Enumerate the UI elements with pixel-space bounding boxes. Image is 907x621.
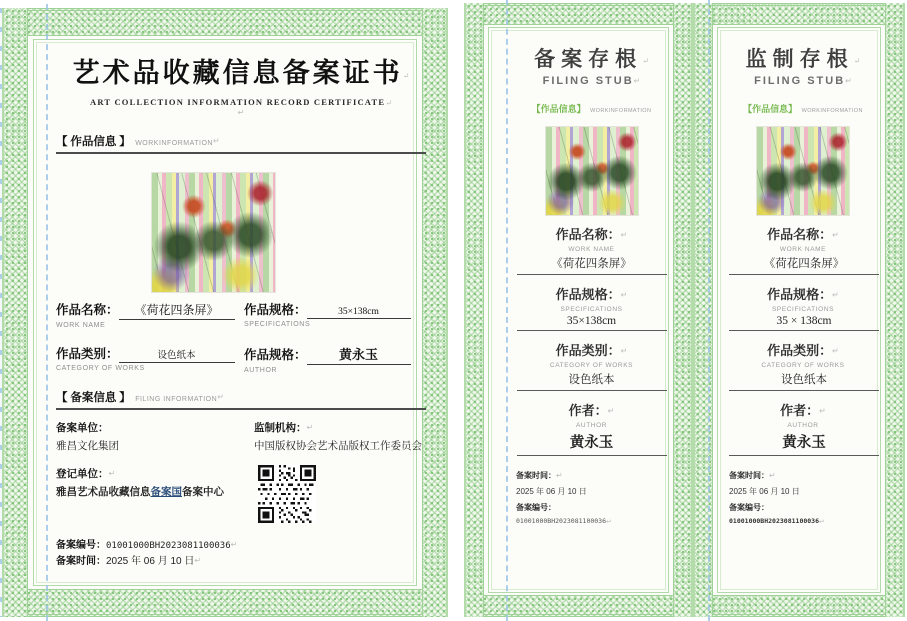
ornate-border-left (693, 3, 713, 617)
return-mark: ↵ (845, 76, 852, 86)
perforation-dash-line (46, 4, 48, 621)
perforation-dash-line (708, 0, 710, 621)
filing-date-line (56, 554, 426, 570)
producer-org (254, 419, 426, 456)
field-value: 35×138cm (307, 307, 411, 319)
work-info-label-en: WORKINFORMATION (801, 108, 863, 114)
registrar-value-suffix: 备案中心 (182, 485, 224, 498)
return-mark: ↵ (306, 423, 314, 432)
work-info-label: 【 作品信息 】 (56, 135, 131, 148)
field-value: 《荷花四条屏》 (119, 301, 235, 320)
field-value: 黄永玉 (729, 431, 879, 456)
ornate-border-right (673, 3, 693, 617)
work-info-label: 【作品信息】 (531, 104, 586, 114)
field-label: 作者： (780, 403, 820, 418)
field-label: 作品规格： (244, 347, 307, 362)
ornate-border-bottom (693, 595, 905, 617)
return-mark: ↵ (230, 539, 238, 549)
return-mark: ↵ (108, 468, 116, 478)
field-label-en: CATEGORY OF WORKS (56, 364, 145, 372)
field-label-en: CATEGORY OF WORKS (761, 362, 845, 369)
field-value: 黄永玉 (307, 344, 411, 365)
filing-stub-panel (464, 3, 693, 617)
work-info-section (516, 99, 667, 117)
field-author (516, 400, 667, 456)
ornate-border-top (693, 3, 905, 25)
filing-unit-label: 备案单位： (56, 421, 109, 434)
field-label-en: WORK NAME (779, 246, 827, 253)
field-work-name (516, 224, 667, 275)
field-label-en: SPECIFICATIONS (560, 306, 623, 313)
stub-date-label: 备案时间： (516, 471, 556, 481)
return-mark: ↵ (556, 471, 563, 480)
stub-title (516, 43, 667, 73)
stub-subtitle-text: FILING STUB (754, 75, 846, 87)
filing-number-line (56, 538, 426, 554)
work-info-label-en: WORKINFORMATION (135, 139, 213, 147)
stub-title-text: 备案存根 (534, 47, 643, 71)
field-author (729, 400, 877, 456)
certificate-title (56, 51, 426, 90)
return-mark: ↵ (633, 76, 641, 86)
supervision-stub-content (729, 29, 877, 597)
stub-footer (729, 468, 877, 526)
field-work-name (56, 300, 244, 329)
field-specifications (516, 284, 667, 331)
field-work-name (729, 224, 877, 275)
stub-date-label: 备案时间： (729, 471, 769, 481)
filing-unit-value: 雅昌文化集团 (56, 440, 119, 453)
filing-date-value: 2025 年 06 月 10 日 (106, 555, 195, 567)
registrar-link[interactable]: 备案国 (150, 485, 182, 498)
registrar-value-prefix: 雅昌艺术品收藏信息 (56, 485, 151, 498)
field-label: 作品名称： (56, 302, 119, 317)
work-info-section (729, 99, 877, 117)
field-label: 作品名称： (555, 227, 621, 242)
ornate-border-top (464, 3, 693, 25)
stubs-page (464, 3, 905, 617)
filing-info-section-header (56, 388, 426, 410)
return-mark: ↵ (402, 71, 410, 81)
producer-label: 监制机构： (254, 421, 307, 434)
field-label: 作品规格： (767, 287, 833, 302)
filing-number-label: 备案编号： (56, 539, 106, 551)
field-label: 作品规格： (555, 287, 621, 302)
return-mark: ↵ (832, 230, 839, 240)
stub-subtitle (729, 75, 877, 87)
artwork-image (546, 127, 638, 215)
stub-number-value: 01001000BH2023081100036 (516, 516, 607, 525)
return-mark: ↵ (620, 290, 628, 300)
stub-number-value: 01001000BH2023081100036 (729, 516, 820, 525)
stub-date-value-line (516, 484, 667, 500)
field-label-en: CATEGORY OF WORKS (549, 362, 634, 369)
stub-subtitle-text: FILING STUB (542, 75, 634, 87)
field-label: 作品类别： (767, 343, 833, 358)
stub-number-value-line (516, 516, 667, 526)
field-value: 设色纸本 (119, 347, 235, 363)
return-mark: ↵ (853, 56, 861, 66)
field-label-en: AUTHOR (244, 366, 278, 374)
registrar-label: 登记单位： (56, 467, 109, 480)
stub-date-value: 2025 年 06 月 10 日 (729, 487, 800, 497)
field-label: 作品规格： (244, 302, 307, 317)
field-specifications (244, 300, 426, 329)
return-mark: ↵ (217, 392, 224, 402)
stub-footer (516, 468, 667, 526)
filing-stub-content (516, 29, 667, 597)
stub-number-value-line (729, 516, 877, 526)
field-value: 黄永玉 (517, 431, 667, 456)
certificate-subtitle-text: ART COLLECTION INFORMATION RECORD CERTIFICATE (90, 97, 386, 107)
return-mark: ↵ (642, 56, 649, 66)
work-info-label: 【作品信息】 (743, 104, 798, 114)
work-fields-grid (56, 300, 426, 374)
field-label-en: AUTHOR (787, 422, 819, 429)
ornate-border-left (464, 3, 484, 617)
perforation-dash-line (506, 0, 508, 621)
ornate-border-top (2, 8, 448, 36)
field-label-en: SPECIFICATIONS (244, 320, 311, 328)
field-value: 35 × 138cm (729, 315, 879, 331)
certificate-subtitle (56, 97, 426, 108)
filing-numbers (56, 538, 426, 570)
field-value: 《荷花四条屏》 (729, 255, 879, 275)
field-label-en: WORK NAME (56, 321, 106, 329)
stub-title (729, 43, 877, 73)
certificate-content (56, 38, 426, 593)
blank-line (56, 108, 426, 118)
stub-date-label-line (729, 468, 877, 484)
artwork-image (757, 127, 849, 215)
ornate-border-bottom (2, 589, 448, 617)
filing-unit (56, 419, 254, 456)
filing-info-grid (56, 419, 426, 570)
field-label-en: WORK NAME (568, 246, 615, 253)
producer-value: 中国版权协会艺术品版权工作委员会 (254, 440, 422, 453)
stub-number-label-line (729, 500, 877, 516)
return-mark: ↵ (212, 136, 220, 146)
return-mark: ↵ (385, 98, 392, 108)
qr-code (258, 465, 316, 523)
field-label: 作品名称： (767, 227, 833, 242)
field-label: 作品类别： (555, 343, 621, 358)
field-value: 设色纸本 (729, 371, 879, 391)
field-label: 作品类别： (56, 346, 119, 361)
field-value: 设色纸本 (517, 371, 667, 391)
ornate-border-bottom (464, 595, 693, 617)
return-mark: ↵ (607, 406, 615, 416)
registrar (56, 465, 254, 529)
field-category (516, 340, 667, 391)
stub-date-value-line (729, 484, 877, 500)
field-value: 《荷花四条屏》 (517, 255, 667, 275)
field-label-en: AUTHOR (575, 422, 608, 429)
stub-date-value: 2025 年 06 月 10 日 (516, 487, 587, 497)
return-mark: ↵ (832, 290, 839, 300)
return-mark: ↵ (769, 471, 776, 480)
work-info-section-header (56, 132, 426, 154)
supervision-stub-panel (693, 3, 905, 617)
artwork-image (152, 173, 275, 292)
field-label: 作者： (568, 403, 608, 418)
return-mark: ↵ (819, 516, 824, 526)
stub-number-label: 备案编号： (729, 503, 769, 513)
stub-title-text: 监制存根 (745, 47, 854, 71)
return-mark: ↵ (620, 230, 628, 240)
filing-date-label: 备案时间： (56, 555, 106, 567)
certificate-title-text: 艺术品收藏信息备案证书 (72, 58, 403, 88)
field-specifications (729, 284, 877, 331)
stub-date-label-line (516, 468, 667, 484)
filing-info-label-en: FILING INFORMATION (135, 395, 218, 403)
work-info-label-en: WORKINFORMATION (590, 108, 652, 114)
filing-info-label: 【 备案信息 】 (56, 391, 131, 404)
return-mark: ↵ (194, 555, 202, 565)
ornate-border-left (2, 8, 28, 617)
stub-number-label-line (516, 500, 667, 516)
stub-number-label: 备案编号： (516, 503, 556, 513)
return-mark: ↵ (237, 107, 245, 117)
stub-subtitle (516, 75, 667, 87)
return-mark: ↵ (832, 346, 839, 356)
field-value: 35×138cm (517, 315, 667, 331)
field-author (244, 344, 426, 374)
field-category (729, 340, 877, 391)
qr-cell (254, 465, 426, 529)
certificate-page (2, 8, 448, 617)
return-mark: ↵ (606, 516, 611, 526)
filing-number-value: 01001000BH2023081100036 (106, 540, 231, 551)
return-mark: ↵ (819, 406, 826, 416)
return-mark: ↵ (620, 346, 628, 356)
field-category (56, 344, 244, 374)
ornate-border-right (885, 3, 905, 617)
field-label-en: SPECIFICATIONS (771, 306, 835, 313)
